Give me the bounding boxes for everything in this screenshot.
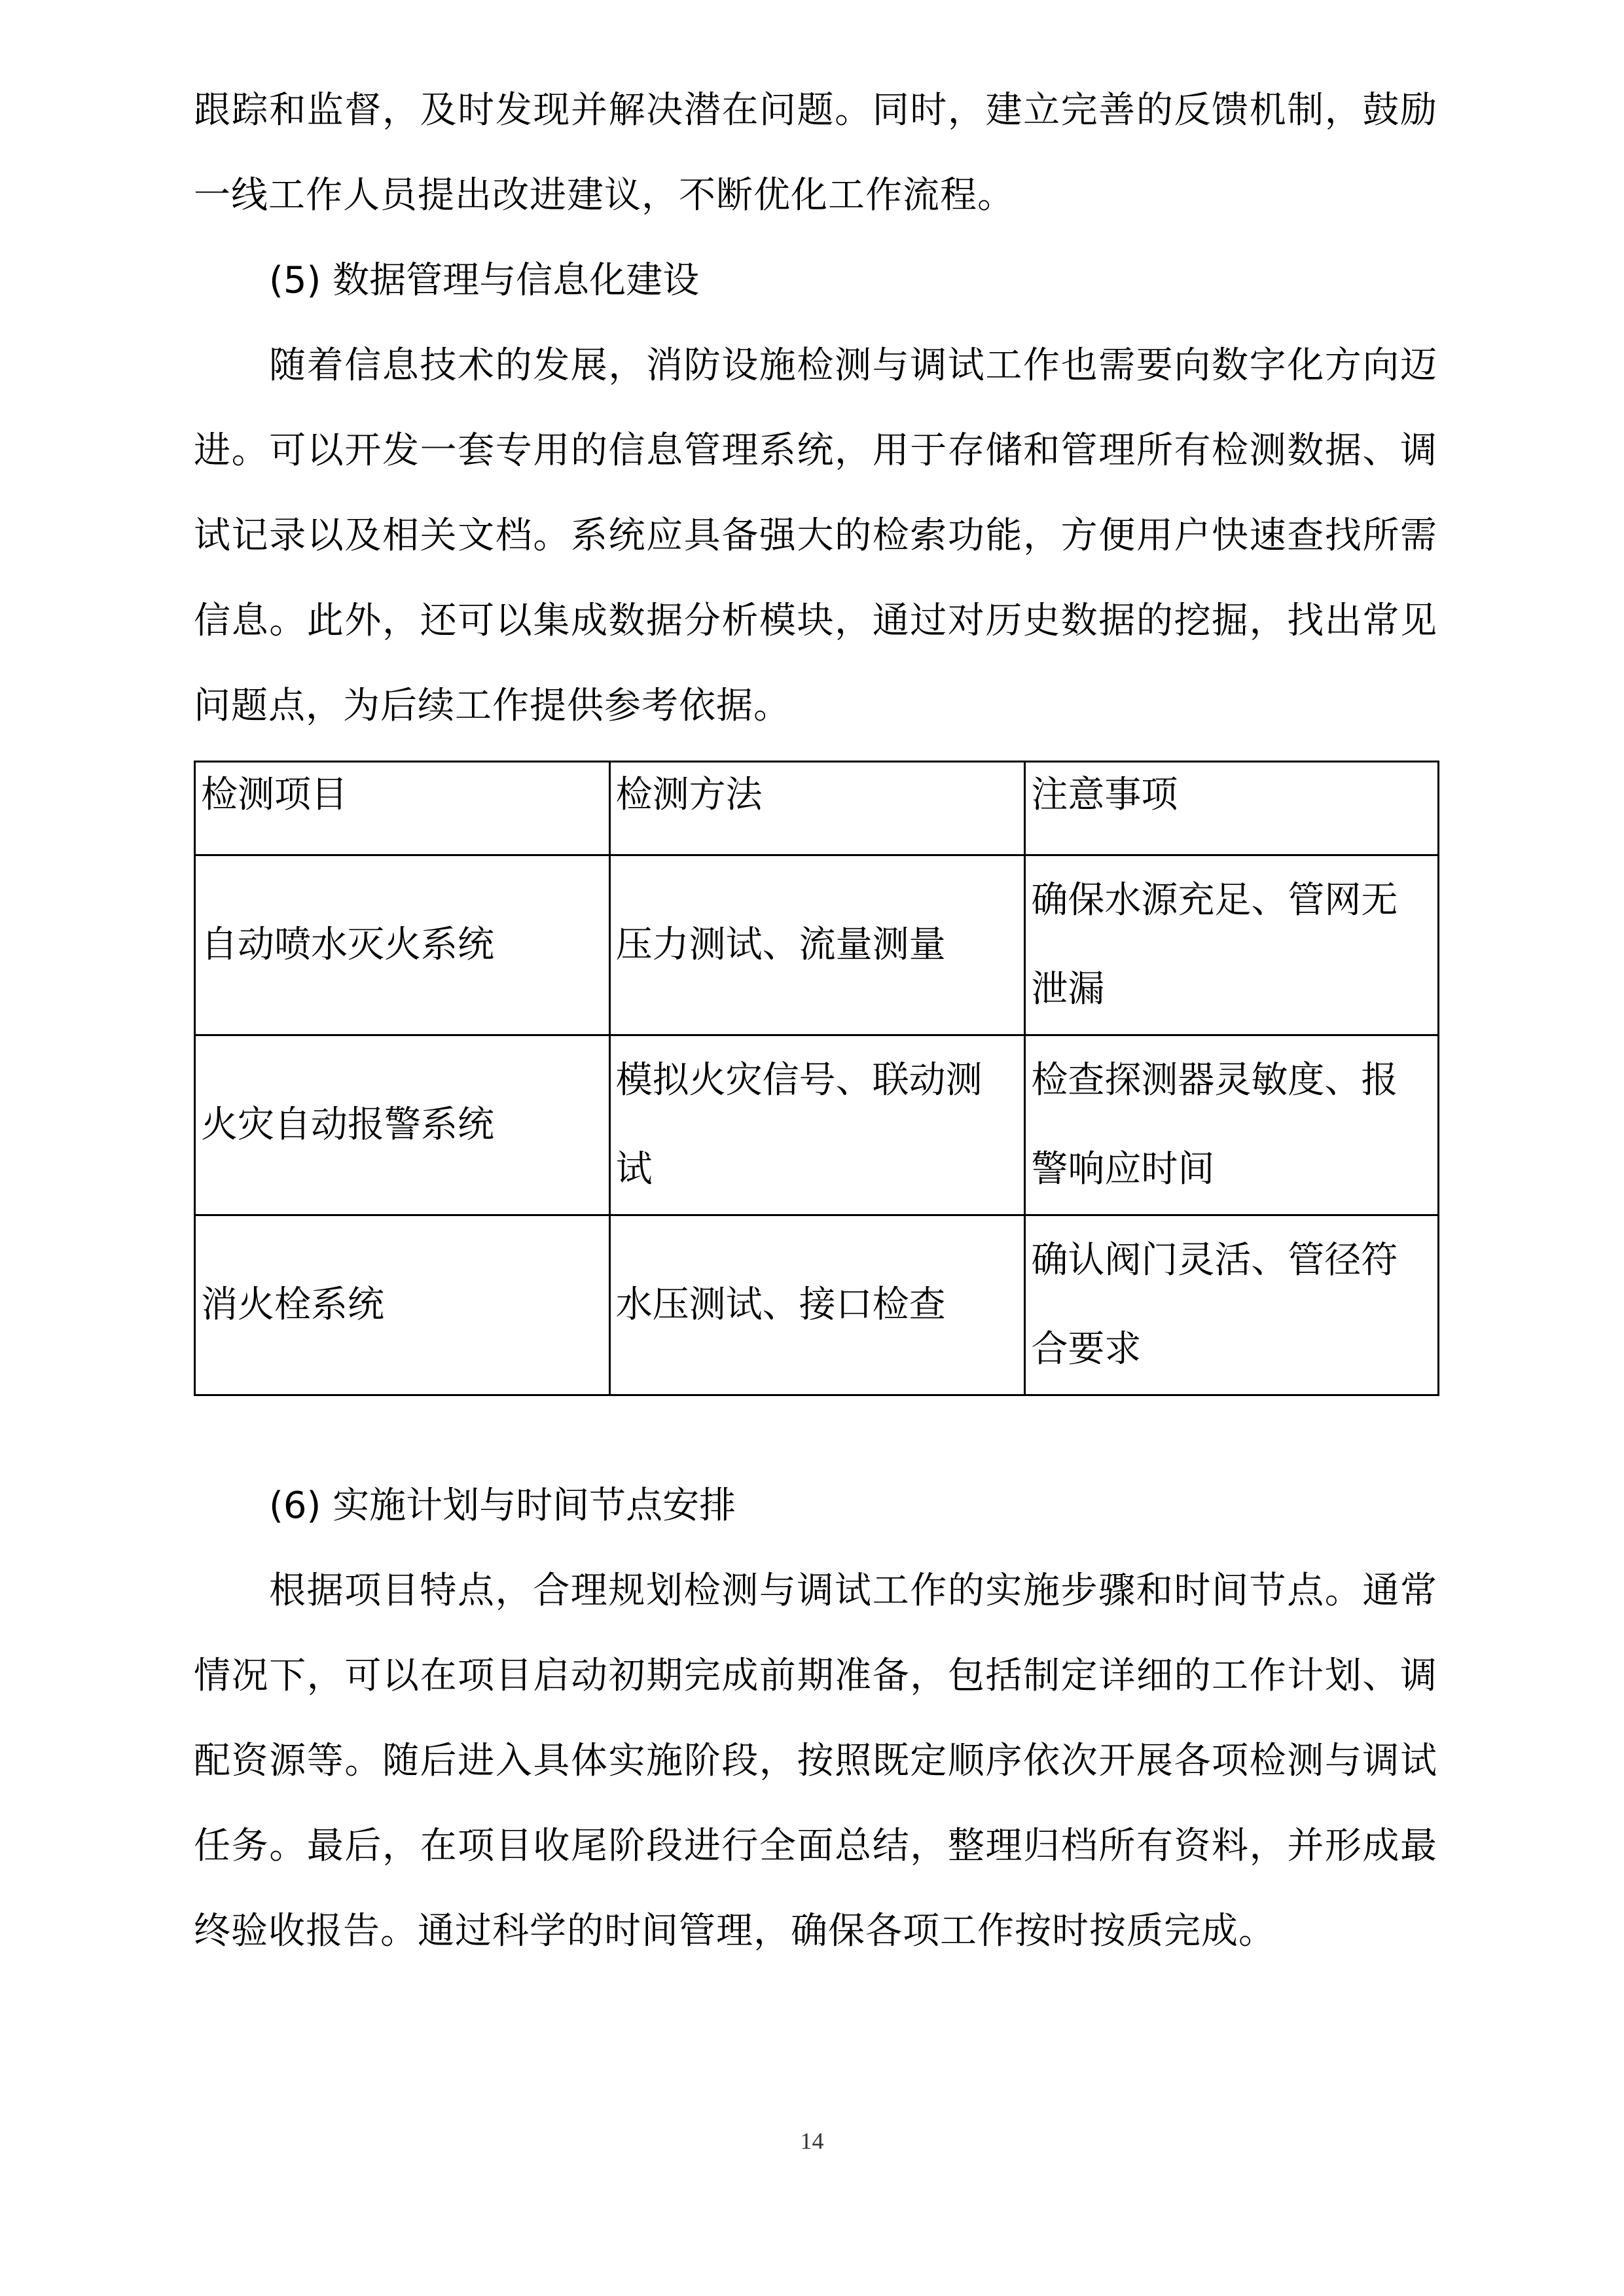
table-cell: 压力测试、流量测量 — [609, 855, 1025, 1035]
table-cell: 确认阀门灵活、管径符合要求 — [1025, 1215, 1439, 1395]
table-cell: 确保水源充足、管网无泄漏 — [1025, 855, 1439, 1035]
table-row — [195, 855, 1439, 1035]
paragraph-continuation: 跟踪和监督，及时发现并解决潜在问题。同时，建立完善的反馈机制，鼓励一线工作人员提出改进建议，不断优化工作流程。 — [194, 89, 1437, 217]
inspection-table — [194, 761, 1439, 1396]
table-header-method: 检测方法 — [609, 762, 1025, 855]
table-cell: 模拟火灾信号、联动测试 — [609, 1035, 1025, 1215]
table-cell: 火灾自动报警系统 — [195, 1035, 610, 1215]
table-cell: 自动喷水灭火系统 — [195, 855, 610, 1035]
table-header-row — [195, 762, 1439, 855]
table-cell: 检查探测器灵敏度、报警响应时间 — [1025, 1035, 1439, 1215]
table-cell: 消火栓系统 — [195, 1215, 610, 1395]
paragraph-data-management: 随着信息技术的发展，消防设施检测与调试工作也需要向数字化方向迈进。可以开发一套专用的信息管理系统，用于存储和管理所有检测数据、调试记录以及相关文档。系统应具备强大的检索功能，方便用户快速查找所需信息。此外，还可以集成数据分析模块，通过对历史数据的挖掘，找出常见问题点，为后续工作提供参考依据。 — [194, 344, 1437, 727]
table-row — [195, 1035, 1439, 1215]
section-heading-6: (6) 实施计划与时间节点安排 — [269, 1484, 736, 1527]
table-header-notes: 注意事项 — [1025, 762, 1439, 855]
table-cell: 水压测试、接口检查 — [609, 1215, 1025, 1395]
table-row — [195, 1215, 1439, 1395]
section-heading-5: (5) 数据管理与信息化建设 — [269, 259, 700, 302]
table-header-item: 检测项目 — [195, 762, 610, 855]
paragraph-implementation-plan: 根据项目特点，合理规划检测与调试工作的实施步骤和时间节点。通常情况下，可以在项目启动初期完成前期准备，包括制定详细的工作计划、调配资源等。随后进入具体实施阶段，按照既定顺序依次开展各项检测与调试任务。最后，在项目收尾阶段进行全面总结，整理归档所有资料，并形成最终验收报告。通过科学的时间管理，确保各项工作按时按质完成。 — [194, 1570, 1437, 1952]
page-number: 14 — [800, 2128, 824, 2154]
